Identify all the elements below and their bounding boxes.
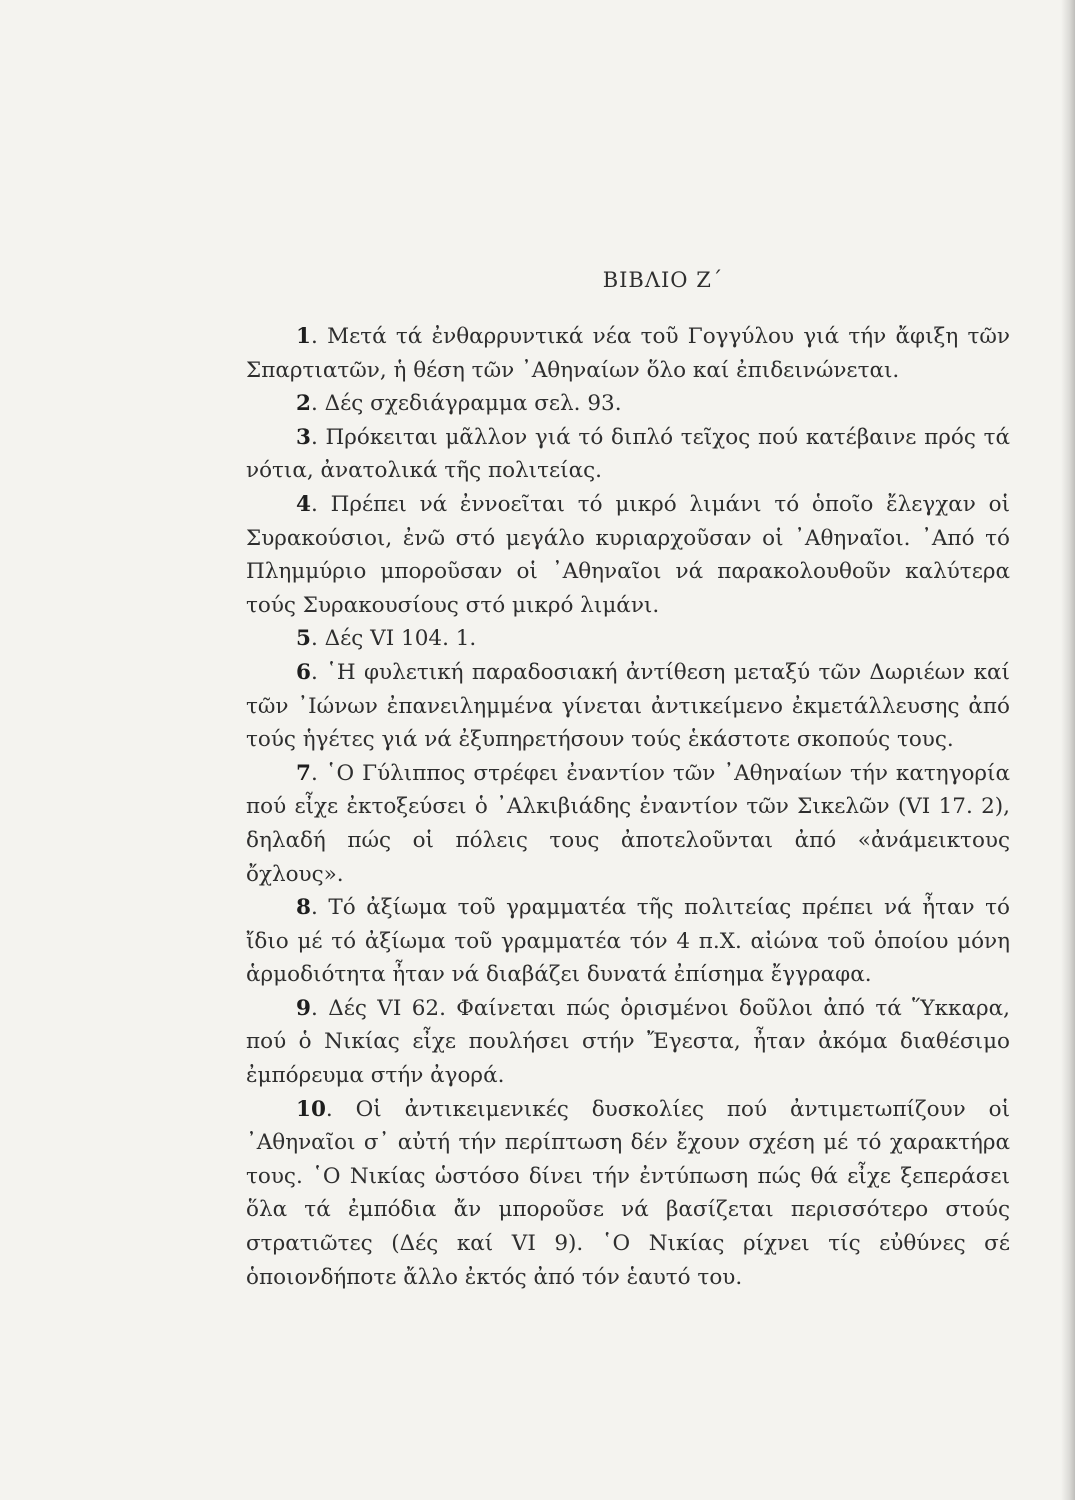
note: 10. Οἱ ἀντικειμενικές δυσκολίες πού ἀντιμετωπίζουν οἱ ᾿Αθηναῖοι σ᾿ αὐτή τήν περίπτωση δέν ἔχουν σχέση μέ τό χαρακτήρα τους. ῾Ο Νικίας ὡστόσο δίνει τήν ἐντύπωση πώς θά εἶχε ξεπεράσει ὅλα τά ἐμπόδια ἄν μποροῦσε νά βασίζεται περισσότερο στούς στρατιῶτες (Δές καί VI 9). ῾Ο Νικίας ρίχνει τίς εὐθύνες σέ ὁποιονδήποτε ἄλλο ἐκτός ἀπό τόν ἑαυτό του. <box>246 1096 1010 1290</box>
note-number: 2 <box>296 391 311 417</box>
note-text: Πρέπει νά ἐννοεῖται τό μικρό λιμάνι τό ὁποῖο ἔλεγχαν οἱ Συρακούσιοι, ἐνῶ στό μεγάλο κυριαρχοῦσαν οἱ ᾿Αθηναῖοι. ᾿Από τό Πλημμύριο μποροῦσαν οἱ ᾿Αθηναῖοι νά παρακολουθοῦν καλύτερα τούς Συρακουσίους στό μικρό λιμάνι. <box>246 491 1010 618</box>
chapter-title: ΒΙΒΛΙΟ Ζ΄ <box>602 268 724 292</box>
note-text: Τό ἀξίωμα τοῦ γραμματέα τῆς πολιτείας πρέπει νά ἦταν τό ἴδιο μέ τό ἀξίωμα τοῦ γραμματέα τόν 4 π.Χ. αἰώνα τοῦ ὁποίου μόνη ἁρμοδιότητα ἦταν νά διαβάζει δυνατά ἐπίσημα ἔγγραφα. <box>246 895 1010 988</box>
note: 3. Πρόκειται μᾶλλον γιά τό διπλό τεῖχος πού κατέβαινε πρός τά νότια, ἀνατολικά τῆς πολιτείας. <box>246 424 1011 484</box>
note-text: Οἱ ἀντικειμενικές δυσκολίες πού ἀντιμετωπίζουν οἱ ᾿Αθηναῖοι σ᾿ αὐτή τήν περίπτωση δέν ἔχουν σχέση μέ τό χαρακτήρα τους. ῾Ο Νικίας ὡστόσο δίνει τήν ἐντύπωση πώς θά εἶχε ξεπεράσει ὅλα τά ἐμπόδια ἄν μποροῦσε νά βασίζεται περισσότερο στούς στρατιῶτες (Δές καί VI 9). ῾Ο Νικίας ρίχνει τίς εὐθύνες σέ ὁποιονδήποτε ἄλλο ἐκτός ἀπό τόν ἑαυτό του. <box>246 1096 1010 1290</box>
note: 2. Δές σχεδιάγραμμα σελ. 93. <box>296 391 622 417</box>
note-text: Μετά τά ἐνθαρρυντικά νέα τοῦ Γογγύλου γιά τήν ἄφιξη τῶν Σπαρτιατῶν, ἡ θέση τῶν ᾿Αθηναίων ὅλο καί ἐπιδεινώνεται. <box>246 324 1011 383</box>
note-text: ῾Ο Γύλιππος στρέφει ἐναντίον τῶν ᾿Αθηναίων τήν κατηγορία πού εἶχε ἐκτοξεύσει ὁ ᾿Αλκιβιάδης ἐναντίον τῶν Σικελῶν (VI 17. 2), δηλαδή πώς οἱ πόλεις τους ἀποτελοῦνται ἀπό «ἀνάμεικτους ὄχλους». <box>246 760 1010 887</box>
note-number: 7 <box>296 760 311 786</box>
page-content <box>246 268 1010 1294</box>
note-text: ῾Η φυλετική παραδοσιακή ἀντίθεση μεταξύ τῶν Δωριέων καί τῶν ᾿Ιώνων ἐπανειλημμένα γίνεται ἀντικείμενο ἐκμετάλλευσης ἀπό τούς ἡγέτες γιά νά ἐξυπηρετήσουν τούς ἑκάστοτε σκοπούς τους. <box>246 659 1010 753</box>
note: 4. Πρέπει νά ἐννοεῖται τό μικρό λιμάνι τό ὁποῖο ἔλεγχαν οἱ Συρακούσιοι, ἐνῶ στό μεγάλο κυριαρχοῦσαν οἱ ᾿Αθηναῖοι. ᾿Από τό Πλημμύριο μποροῦσαν οἱ ᾿Αθηναῖοι νά παρακολουθοῦν καλύτερα τούς Συρακουσίους στό μικρό λιμάνι. <box>246 491 1010 618</box>
note: 9. Δές VI 62. Φαίνεται πώς ὁρισμένοι δοῦλοι ἀπό τά Ὕκκαρα, πού ὁ Νικίας εἶχε πουλήσει στήν Ἔγεστα, ἦταν ἀκόμα διαθέσιμο ἐμπόρευμα στήν ἀγορά. <box>246 995 1010 1089</box>
note-number: 8 <box>296 895 311 921</box>
note: 5. Δές VI 104. 1. <box>296 626 477 652</box>
notes-list <box>246 320 1010 1294</box>
note-number: 1 <box>296 324 311 349</box>
note-number: 5 <box>296 626 311 652</box>
note-text: Δές VI 104. 1. <box>324 626 477 652</box>
note-number: 4 <box>296 491 311 517</box>
note: 8. Τό ἀξίωμα τοῦ γραμματέα τῆς πολιτείας πρέπει νά ἦταν τό ἴδιο μέ τό ἀξίωμα τοῦ γραμματέα τόν 4 π.Χ. αἰώνα τοῦ ὁποίου μόνη ἁρμοδιότητα ἦταν νά διαβάζει δυνατά ἐπίσημα ἔγγραφα. <box>246 895 1010 988</box>
note-number: 3 <box>296 424 311 450</box>
note: 6. ῾Η φυλετική παραδοσιακή ἀντίθεση μεταξύ τῶν Δωριέων καί τῶν ᾿Ιώνων ἐπανειλημμένα γίνεται ἀντικείμενο ἐκμετάλλευσης ἀπό τούς ἡγέτες γιά νά ἐξυπηρετήσουν τούς ἑκάστοτε σκοπούς τους. <box>246 659 1010 753</box>
note-number: 9 <box>296 995 311 1021</box>
note-number: 10 <box>296 1096 326 1122</box>
page-edge-shadow <box>1061 0 1075 1500</box>
note: 7. ῾Ο Γύλιππος στρέφει ἐναντίον τῶν ᾿Αθηναίων τήν κατηγορία πού εἶχε ἐκτοξεύσει ὁ ᾿Αλκιβιάδης ἐναντίον τῶν Σικελῶν (VI 17. 2), δηλαδή πώς οἱ πόλεις τους ἀποτελοῦνται ἀπό «ἀνάμεικτους ὄχλους». <box>246 760 1010 887</box>
note-number: 6 <box>296 659 311 685</box>
note-text: Δές VI 62. Φαίνεται πώς ὁρισμένοι δοῦλοι ἀπό τά Ὕκκαρα, πού ὁ Νικίας εἶχε πουλήσει στήν Ἔγεστα, ἦταν ἀκόμα διαθέσιμο ἐμπόρευμα στήν ἀγορά. <box>246 995 1010 1089</box>
note-text: Πρόκειται μᾶλλον γιά τό διπλό τεῖχος πού κατέβαινε πρός τά νότια, ἀνατολικά τῆς πολιτείας. <box>246 424 1011 484</box>
note: 1. Μετά τά ἐνθαρρυντικά νέα τοῦ Γογγύλου γιά τήν ἄφιξη τῶν Σπαρτιατῶν, ἡ θέση τῶν ᾿Αθηναίων ὅλο καί ἐπιδεινώνεται. <box>246 324 1011 383</box>
note-text: Δές σχεδιάγραμμα σελ. 93. <box>324 391 622 417</box>
